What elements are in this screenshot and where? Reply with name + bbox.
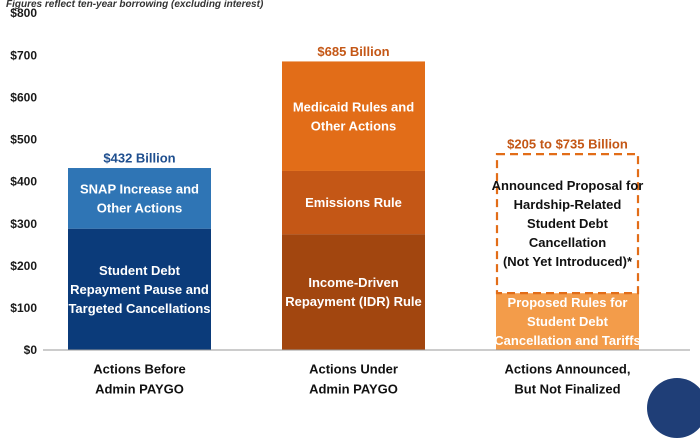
- segment-label: Medicaid Rules and Other Actions: [292, 99, 415, 134]
- segment-label: Student Debt Repayment Pause and Targeted Cancellations: [68, 262, 211, 316]
- segment-label: Proposed Rules for Student Debt Cancellation and Tariffs: [494, 295, 641, 349]
- y-tick-label: $700: [10, 48, 37, 63]
- bar-segment: [68, 168, 211, 229]
- segment-label: SNAP Increase and Other Actions: [80, 181, 199, 216]
- y-tick-label: $300: [10, 216, 37, 231]
- bar-segment: [282, 234, 425, 350]
- bar-total-label: $432 Billion: [103, 150, 176, 166]
- logo: [647, 378, 700, 438]
- category-label: Actions Under Admin PAYGO: [309, 361, 398, 397]
- segment-label: Emissions Rule: [305, 195, 402, 211]
- y-tick-label: $200: [10, 258, 37, 273]
- y-tick-label: $0: [23, 343, 37, 358]
- bar-segment: [282, 61, 425, 171]
- segment-label: Income-Driven Repayment (IDR) Rule: [285, 275, 422, 310]
- y-tick-label: $500: [10, 132, 37, 147]
- category-label: Actions Before Admin PAYGO: [93, 361, 186, 397]
- bar-total-label: $685 Billion: [317, 43, 390, 59]
- y-tick-label: $400: [10, 174, 37, 189]
- y-tick-label: $600: [10, 90, 37, 105]
- y-tick-label: $800: [10, 6, 37, 21]
- category-label: Actions Announced, But Not Finalized: [504, 361, 631, 397]
- y-tick-label: $100: [10, 301, 37, 316]
- segment-label: Announced Proposal for Hardship-Related Student Debt Cancellation (Not Yet Introduced)*: [491, 178, 644, 270]
- chart-note: Figures reflect ten-year borrowing (excluding interest): [6, 0, 264, 10]
- bar-total-label: $205 to $735 Billion: [507, 136, 628, 152]
